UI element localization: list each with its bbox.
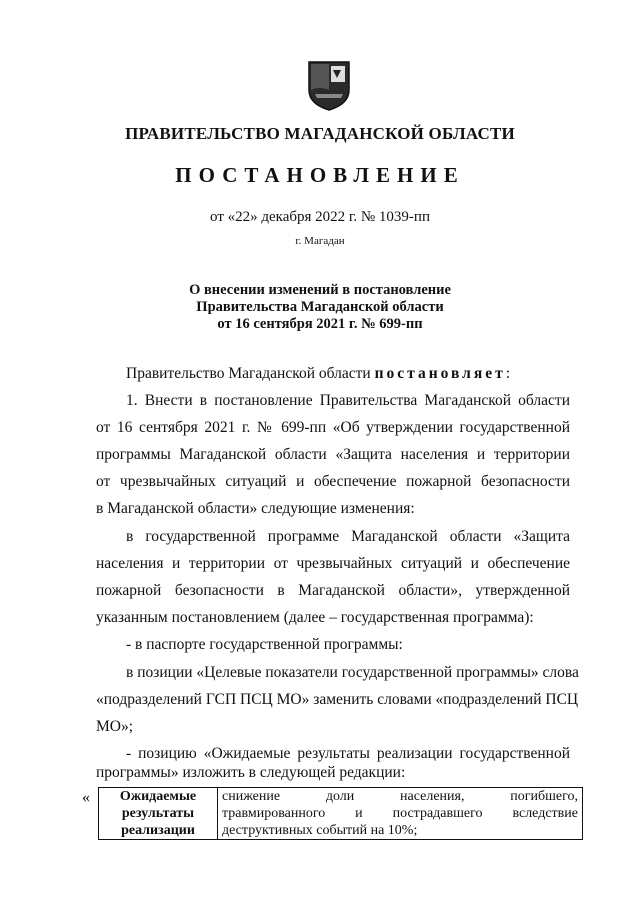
- body-line: - позицию «Ожидаемые результаты реализации государственной: [126, 745, 570, 762]
- body-line: в государственной программе Магаданской области «Защита: [126, 528, 570, 545]
- intro-prefix: Правительство Магаданской области: [126, 365, 371, 382]
- table-value-cell: [218, 788, 583, 840]
- intro-suffix: :: [505, 365, 511, 382]
- title-line: Правительства Магаданской области: [196, 299, 444, 315]
- title-line: О внесении изменений в постановление: [189, 282, 451, 298]
- header-line: Ожидаемые: [119, 789, 197, 804]
- table-row: [99, 788, 583, 840]
- table-header-cell: [99, 788, 218, 840]
- body-line: в позиции «Целевые показатели государственной программы» слова: [126, 664, 579, 681]
- value-line: деструктивных событий на 10%;: [222, 823, 418, 838]
- intro-verb: постановляет: [374, 365, 506, 382]
- body-line: населения и территории от чрезвычайных ситуаций и обеспечение: [96, 555, 570, 572]
- government-name: ПРАВИТЕЛЬСТВО МАГАДАНСКОЙ ОБЛАСТИ: [125, 124, 515, 143]
- body-line: - в паспорте государственной программы:: [126, 636, 403, 653]
- body-line: указанным постановлением (далее – государственная программа):: [96, 609, 534, 626]
- coat-of-arms-icon: [305, 60, 353, 112]
- header-line: реализации: [121, 823, 195, 838]
- document-city: г. Магадан: [295, 235, 345, 247]
- body-line: 1. Внести в постановление Правительства Магаданской области: [126, 392, 570, 409]
- intro-paragraph: [126, 365, 570, 383]
- document-type: ПОСТАНОВЛЕНИЕ: [175, 163, 465, 187]
- body-line: МО»;: [96, 718, 134, 735]
- expected-results-table: [98, 787, 583, 840]
- document-title: [0, 282, 640, 333]
- body-line: от чрезвычайных ситуаций и обеспечение пожарной безопасности: [96, 473, 570, 490]
- document-date-number: от «22» декабря 2022 г. № 1039-пп: [210, 209, 430, 225]
- body-line: программы» изложить в следующей редакции:: [96, 764, 406, 781]
- body-line: «подразделений ГСП ПСЦ МО» заменить словами «подразделений ПСЦ: [96, 691, 579, 708]
- value-line: снижение доли населения, погибшего,: [222, 789, 578, 804]
- value-line: травмированного и пострадавшего вследствие: [222, 806, 578, 821]
- body-line: пожарной безопасности в Магаданской области», утвержденной: [96, 582, 570, 599]
- open-quote: «: [82, 789, 90, 806]
- title-line: от 16 сентября 2021 г. № 699-пп: [217, 316, 423, 332]
- body-line: от 16 сентября 2021 г. № 699-пп «Об утверждении государственной: [96, 419, 570, 436]
- body-line: программы Магаданской области «Защита населения и территории: [96, 446, 570, 463]
- header-line: результаты: [121, 806, 195, 821]
- body-line: в Магаданской области» следующие изменения:: [96, 500, 415, 517]
